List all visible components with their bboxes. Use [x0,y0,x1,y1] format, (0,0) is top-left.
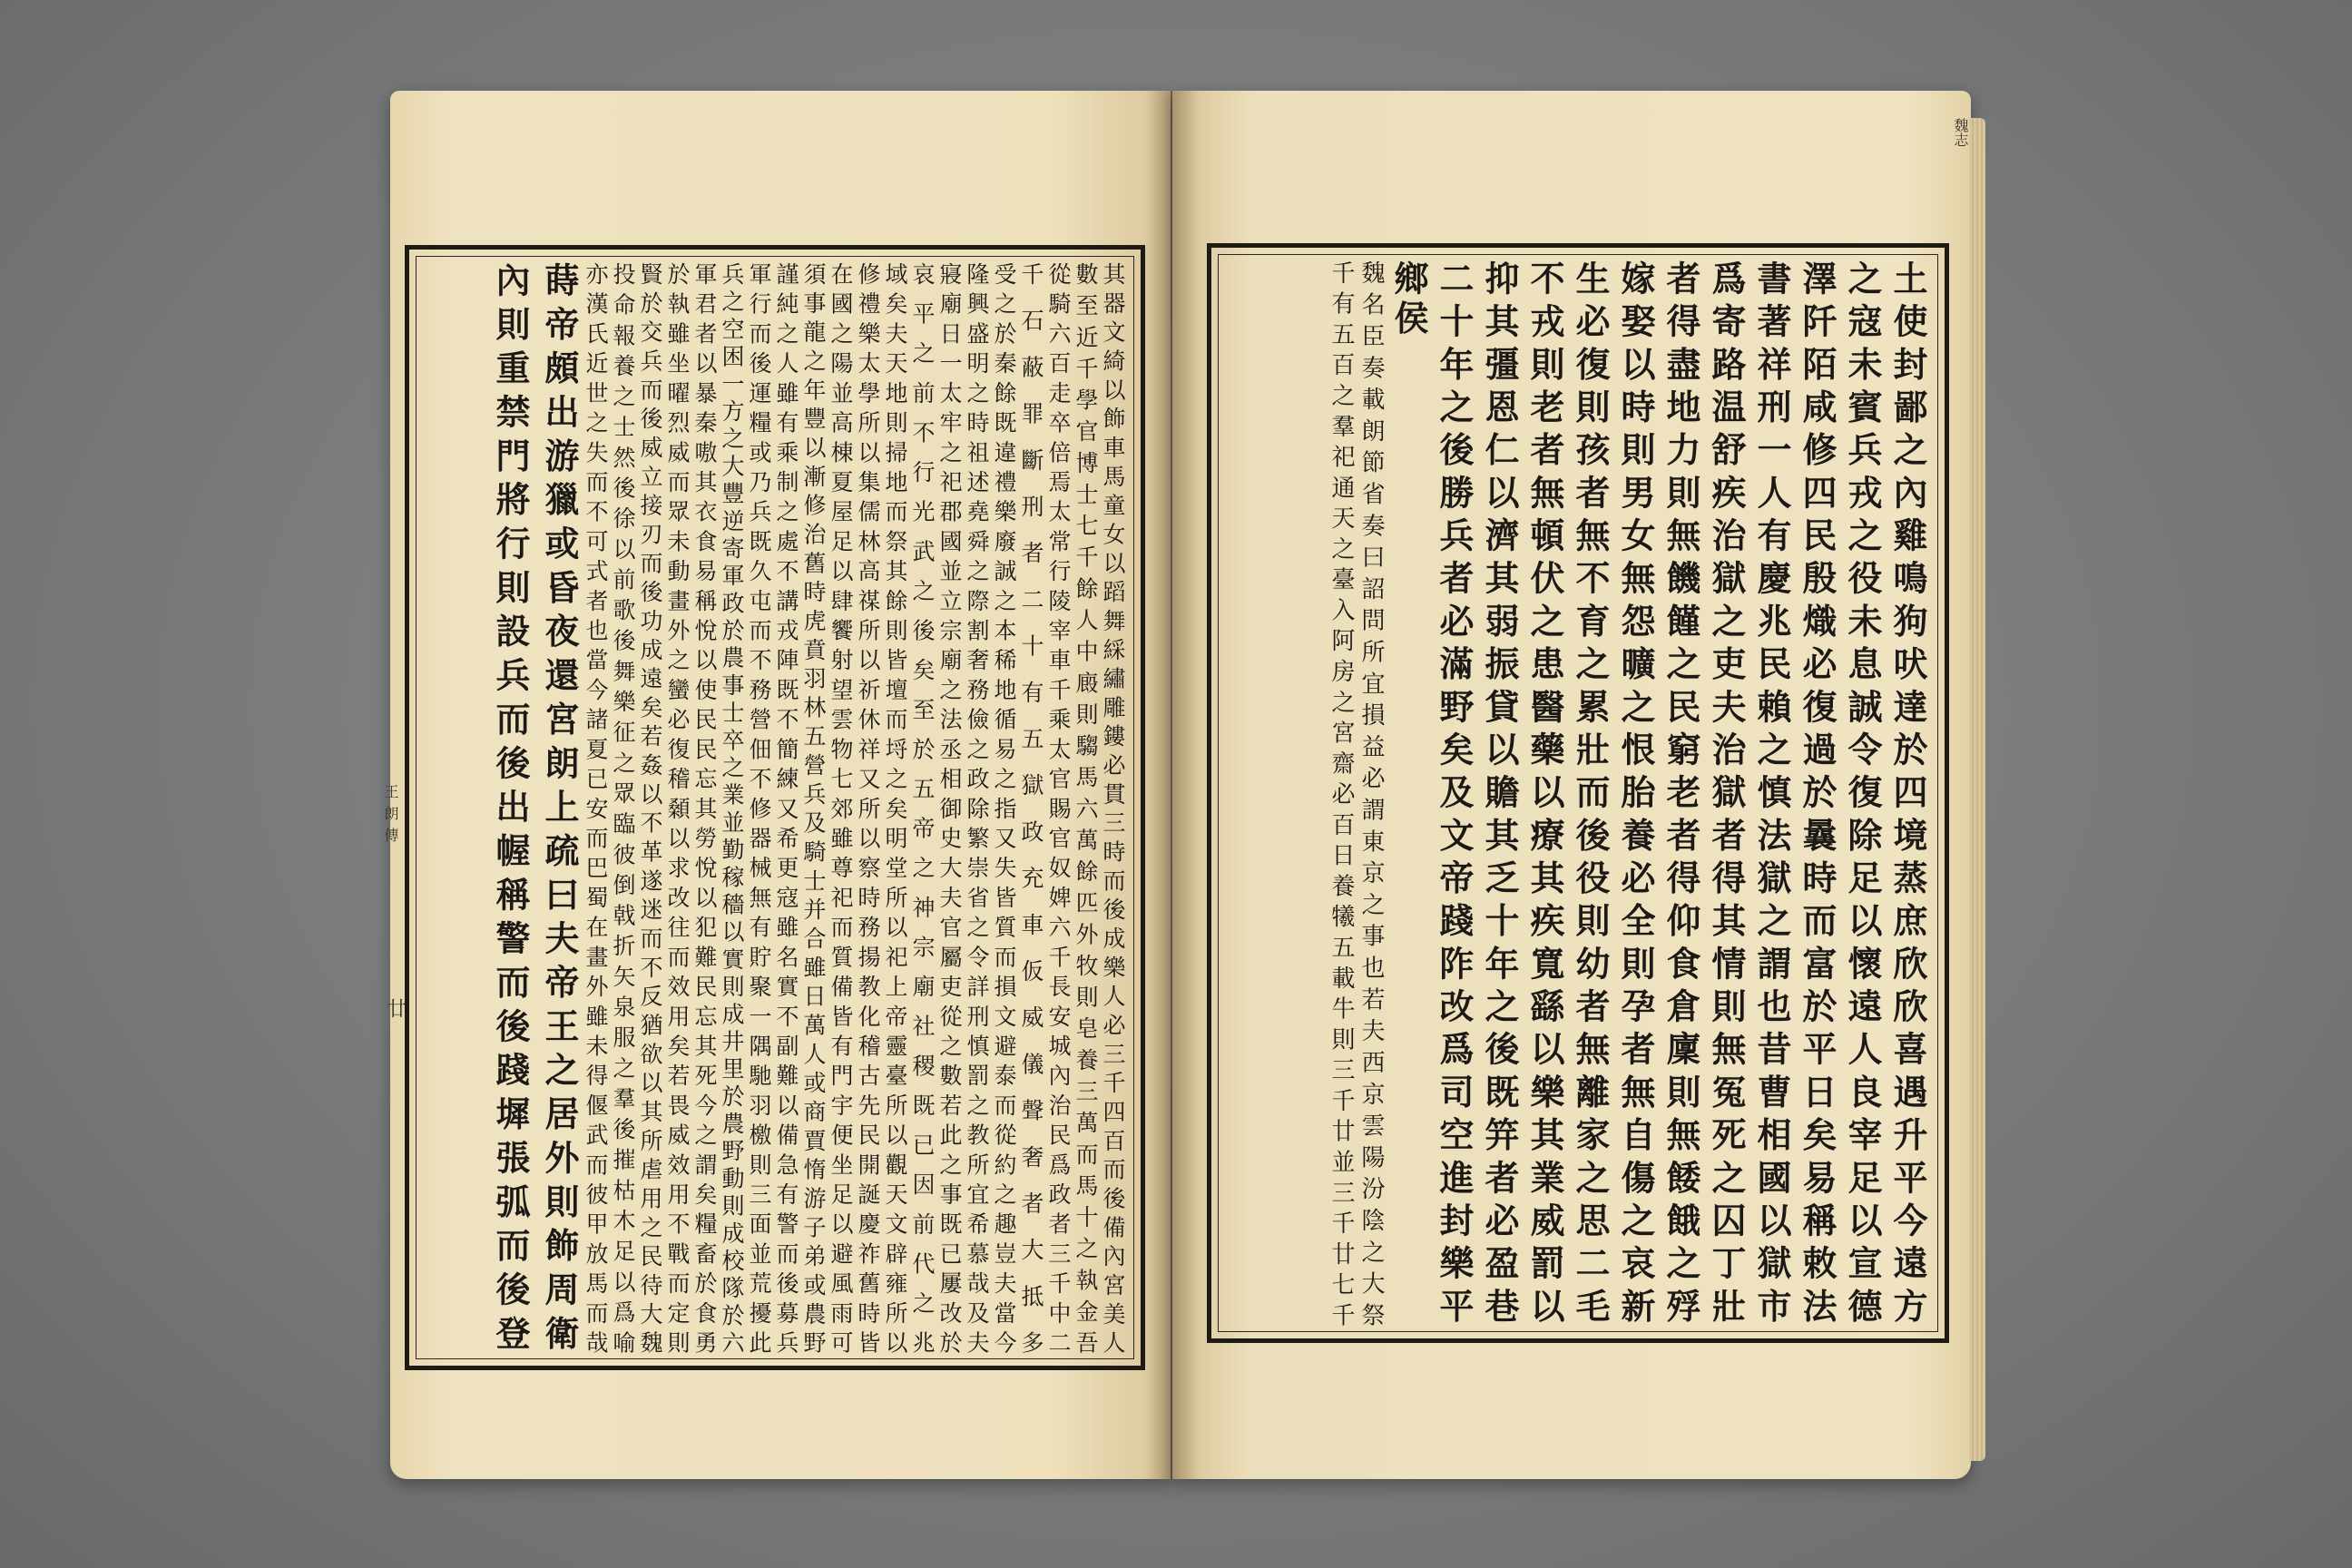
text-column: 澤阡陌咸修四民殷熾必復過於曩時而富於平日矣易稱敕法 [1797,260,1838,1328]
text-column: 魏名臣奏載朗節省奏曰詔問所宜損益必謂東京之事也若夫西京雲陽汾陰之大祭 [1357,260,1385,1328]
left-page-number: 廿 [384,998,407,1018]
text-column: 謹純之人雖有乘制之處不講戎陣既不簡練又希更寇雖名實不副難以備急有警而後募兵 [773,262,799,1355]
text-column: 書著祥刑一人有慶兆民賴之慎法獄之謂也昔曹相國以獄市 [1751,260,1792,1328]
text-column: 域矣夫天地則掃地而祭其餘則皆壇而埒之矣明堂所以祀上帝靈臺所以觀天文辟雍所以 [882,262,908,1355]
text-column: 千有五百之羣祀通天之臺入阿房之宮齋必百日養犧五載牛則三千廿並三千廿七千 [1328,260,1355,1328]
left-text-block [422,262,1126,1355]
text-column: 其器文綺以飾車馬童女以蹈舞綵繡雕鏤必貫三時而後成樂人必三千四百而後備內宮美人 [1100,262,1126,1355]
text-column: 生必復則孩者無不育之累壯而後役則幼者無離家之思二毛 [1570,260,1611,1328]
text-column: 賢於交兵而後威立接刃而後功成遠矣若姦以不革遂迷而不反猶欲以其所虐用之民待大魏 [637,262,663,1355]
text-column: 者得盡地力則無饑饉之民窮老者得仰食倉廩則無餧餓之殍 [1661,260,1701,1328]
text-column: 於執雖坐曜烈威而眾未動畫外之蠻必復稽顙以求改往而效用矣若畏威效用不戰而定則 [664,262,691,1355]
left-text-frame [405,245,1145,1370]
right-folio-label: 魏志 [1952,118,1969,147]
text-column: 內則重禁門將行則設兵而後出幄稱警而後踐墀張弧而後登 [490,262,531,1355]
text-column: 數至近千學官博士七千餘人中廄則騶馬六萬餘匹外牧則皂養三萬而馬十之執金吾 [1073,262,1099,1355]
text-column: 須事龍之年豐以漸修治舊時虎賁羽林五營兵及騎士并合雖日萬人或商賈惰游子弟或農野 [800,262,827,1355]
text-column: 軍君者以暴秦嗷其衣食易稱悅以使民民忘其勞悅以犯難民忘其死今之謂矣糧畜於食勇 [691,262,718,1355]
text-column: 之寇未賓兵戎之役未息誠令復除足以懷遠人良宰足以宣德 [1842,260,1883,1328]
text-column: 哀平之前不行光武之後矣至於五帝之神宗廟社稷既已因前代之兆 [909,262,936,1355]
text-column: 隆興盛明之時祖述堯舜之際割奢務儉之政除繁崇省之令詳刑慎罰之教所宜希慕哉及夫 [964,262,990,1355]
text-column: 受之於秦餘既違禮樂廢誠之本稀地循易之指又失皆質而損文避泰而從約之趣豈夫當今 [991,262,1017,1355]
right-text-block [1224,260,1930,1328]
text-column: 寢廟日一太牢之祀郡國並立宗廟之法丞相御史大夫官屬吏從之數若此之事既已屢改於 [936,262,963,1355]
text-column: 土使封鄙之內雞鳴狗吠達於四境蒸庶欣欣喜遇升平今遠方 [1887,260,1928,1328]
text-column: 軍行而後運糧或乃兵既久屯而不務營佃不修器械無有貯聚一隅馳羽檄則三面並荒擾此 [746,262,772,1355]
text-column: 兵之空困一方之大豐逆寄軍政於農事士卒之業並勤稼穡以實則成井里於農野動則成校隊於六 [719,262,745,1355]
text-column: 千石蔽罪斷刑者二十有五獄政充車仮威儀聲奢者大抵多 [1018,262,1044,1355]
right-text-frame [1207,243,1949,1343]
text-column: 二十年之後勝兵者必滿野矣及文帝踐阼改爲司空進封樂平 [1434,260,1475,1328]
text-column: 蒔帝頗出游獵或昏夜還宮朗上疏曰夫帝王之居外則飾周衛 [539,262,580,1355]
left-folio-label: 王朗傳 [382,784,399,849]
text-column: 修禮樂太學所以集儒林高禖所以祈休祥又所以察時務揚教化稽古先民開誕慶祚舊時皆 [855,262,881,1355]
text-column: 抑其彊恩仁以濟其弱振貸以贍其乏十年之後既笄者必盈巷 [1479,260,1520,1328]
text-column: 在國之陽並高棟夏屋足以肆饗射望雲物七郊雖尊祀而質備皆有門宇便坐足以避風雨可 [828,262,854,1355]
text-column: 投命報養之士然後徐以前歌後舞樂征之眾臨彼倒戟折矢泉服之羣後摧枯木足以爲喻 [610,262,636,1355]
page-edges [1969,118,1985,1461]
text-column: 爲寄路温舒疾治獄之吏夫治獄者得其情則無冤死之囚丁壯 [1706,260,1747,1328]
text-column: 嫁娶以時則男女無怨曠之恨胎養必全則孕者無自傷之哀新 [1615,260,1656,1328]
text-column: 從騎六百走卒倍焉太常行陵宰車千乘太官賜官奴婢六千長安城內治民爲政者三千中二 [1045,262,1072,1355]
text-column: 鄉侯 [1388,260,1429,340]
text-column: 亦漢氏近世之失而不可式者也當今諸夏已安而巴蜀在畫外雖未得偃武而彼甲放馬而哉 [583,262,609,1355]
text-column: 不戎則老者無頓伏之患醫藥以療其疾寬繇以樂其業威罰以 [1524,260,1565,1328]
